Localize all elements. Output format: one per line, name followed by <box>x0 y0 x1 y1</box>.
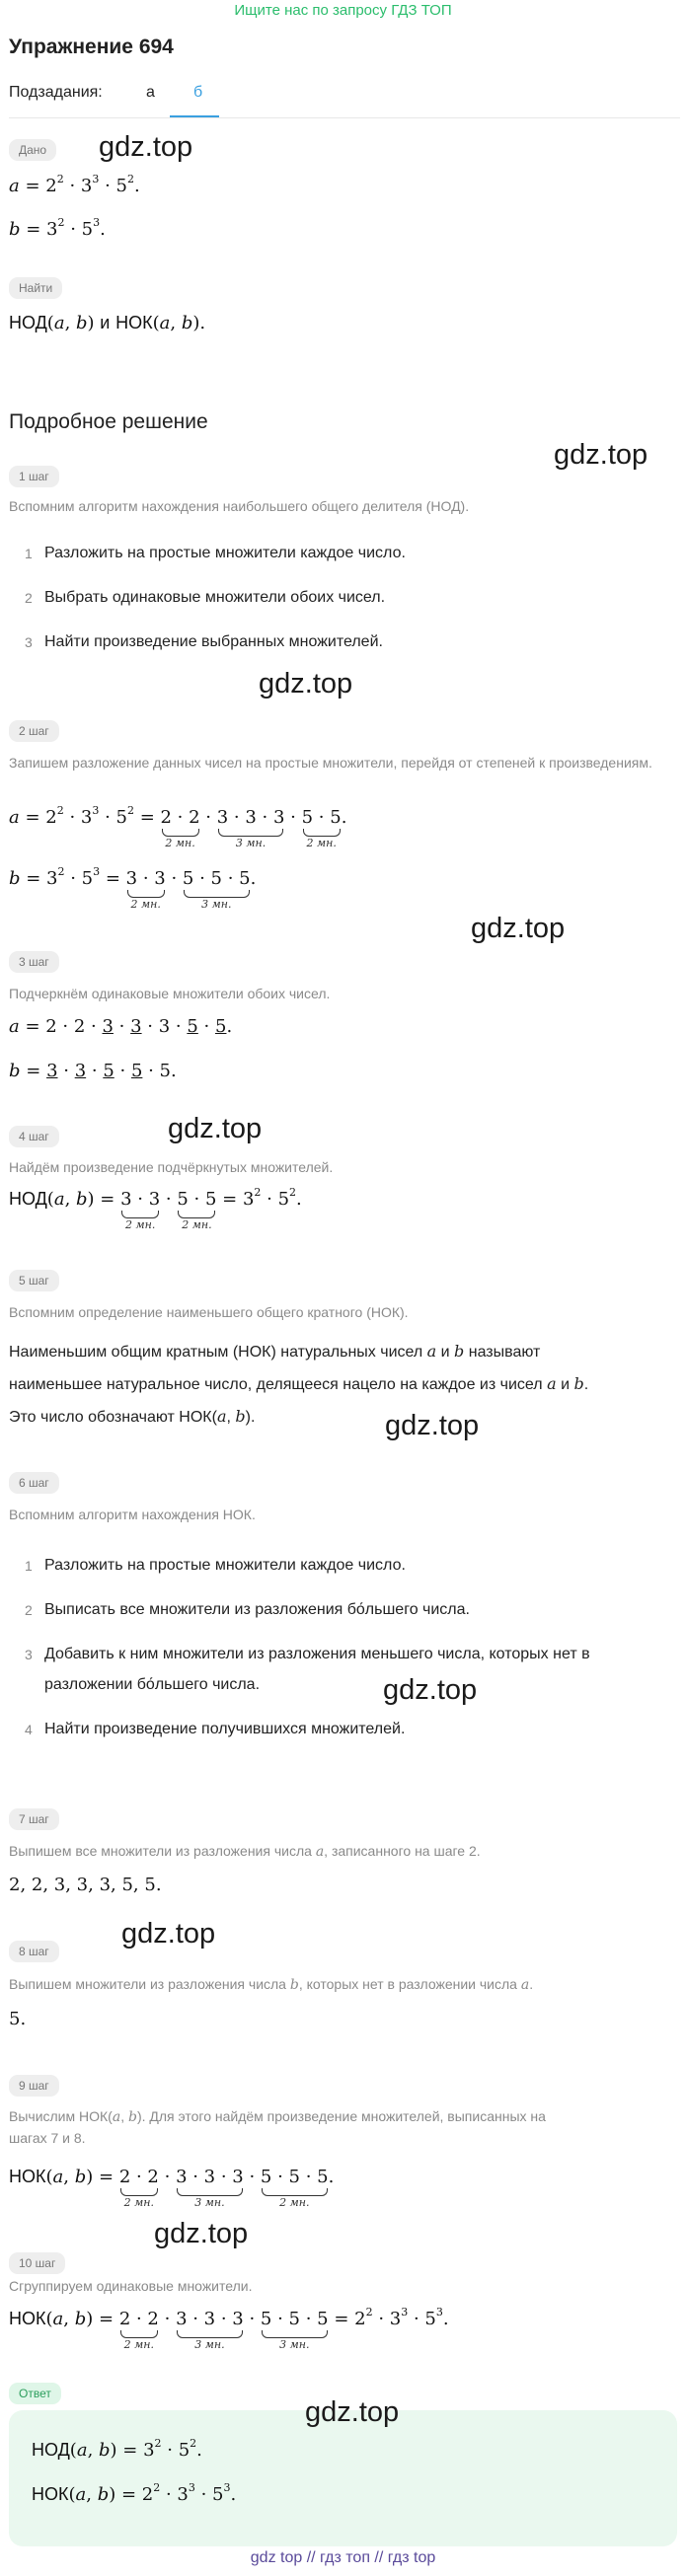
list-item: Найти произведение выбранных множителей. <box>44 633 383 650</box>
step-9-text: Вычислим НОК(a, b). Для этого найдём произведение множителей, выписанных на шагах 7 и 8. <box>9 2108 546 2146</box>
top-search-link[interactable]: Ищите нас по запросу ГДЗ ТОП <box>234 2 452 19</box>
watermark: gdz.top <box>305 2396 400 2428</box>
given-chip: Дано <box>9 139 56 161</box>
step-8-result: 5. <box>9 2009 27 2029</box>
step-6-chip: 6 шаг <box>9 1472 59 1494</box>
subtasks-label: Подзадания: <box>9 84 103 101</box>
list-item: Выбрать одинаковые множители обоих чисел. <box>44 589 386 606</box>
find-chip: Найти <box>9 277 62 299</box>
nok-definition-line-1: Наименьшим общим кратным (НОК) натуральных чисел a и b называют <box>9 1342 541 1361</box>
watermark: gdz.top <box>121 1918 216 1950</box>
list-number: 3 <box>25 634 33 650</box>
step-3-text: Подчеркнём одинаковые множители обоих чисел. <box>9 986 331 1001</box>
step-4-result: НОД(a, b) = 3 · 3 2 мн. · 5 · 5 2 мн. = $3^2 \cdot 5^2$. <box>9 1186 302 1231</box>
given-a: $a = 2^2 \cdot 3^3 \cdot 5^2$. <box>9 173 140 196</box>
nok-definition-line-3: Это число обозначают НОК(a, b). <box>9 1407 256 1426</box>
list-item: Разложить на простые множители каждое число. <box>44 545 406 561</box>
footer-links[interactable]: gdz top // гдз топ // гдз top <box>250 2549 436 2566</box>
list-item: Добавить к ним множители из разложения меньшего числа, которых нет в <box>44 1646 590 1662</box>
list-item: Выписать все множители из разложения бо́льшего числа. <box>44 1601 470 1618</box>
step-7-text: Выпишем все множители из разложения числа a, записанного на шаге 2. <box>9 1843 481 1860</box>
list-number: 4 <box>25 1722 33 1737</box>
step-4-text: Найдём произведение подчёркнутых множителей. <box>9 1159 334 1175</box>
step-3-chip: 3 шаг <box>9 951 59 973</box>
step-3-b: b = 3 · 3 · 5 · 5 · 5. <box>9 1061 177 1081</box>
step-3-a: a = 2 · 2 · 3 · 3 · 3 · 5 · 5. <box>9 1016 233 1037</box>
step-10-chip: 10 шаг <box>9 2252 65 2274</box>
watermark: gdz.top <box>168 1113 263 1144</box>
step-2-text: Запишем разложение данных чисел на простые множители, перейдя от степеней к произведениям. <box>9 755 652 771</box>
answer-chip: Ответ <box>9 2383 61 2404</box>
watermark: gdz.top <box>383 1674 478 1706</box>
list-number: 2 <box>25 1602 33 1618</box>
watermark: gdz.top <box>154 2218 249 2249</box>
step-5-text: Вспомним определение наименьшего общего кратного (НОК). <box>9 1304 409 1320</box>
step-2-b: $b = 3^2 \cdot 5^3 = 3 \cdot 3$ 2 мн. · 5 · 5 · 5 3 мн. . <box>9 865 257 911</box>
answer-box <box>9 2410 677 2546</box>
step-10-result: НОК(a, b) = 2 · 2 2 мн. · 3 · 3 · 3 3 мн. · 5 · 5 · 5 3 мн. = $2^2 \cdot 3^3 \cdot 5^3$. <box>9 2306 449 2351</box>
step-4-chip: 4 шаг <box>9 1126 59 1147</box>
divider <box>9 117 680 118</box>
step-1-chip: 1 шаг <box>9 466 59 487</box>
step-8-chip: 8 шаг <box>9 1941 59 1962</box>
step-1-text: Вспомним алгоритм нахождения наибольшего общего делителя (НОД). <box>9 498 470 514</box>
step-9-result: НОК(a, b) = 2 · 2 2 мн. · 3 · 3 · 3 3 мн. · 5 · 5 · 5 2 мн. . <box>9 2167 335 2209</box>
step-9-chip: 9 шаг <box>9 2075 59 2097</box>
watermark: gdz.top <box>99 131 193 163</box>
step-6-text: Вспомним алгоритм нахождения НОК. <box>9 1507 256 1522</box>
list-number: 3 <box>25 1647 33 1662</box>
watermark: gdz.top <box>259 668 353 699</box>
tab-a[interactable]: а <box>146 84 155 101</box>
step-2-a: $a = 2^2 \cdot 3^3 \cdot 5^2 = 2 \cdot 2$ 2 мн. · 3 · 3 · 3 3 мн. · 5 · 5 2 мн. . <box>9 804 347 849</box>
list-item: Найти произведение получившихся множителей. <box>44 1721 406 1737</box>
given-b: $b = 3^2 \cdot 5^3$. <box>9 216 106 240</box>
nok-definition-line-2: наименьшее натуральное число, делящееся нацело на каждое из чисел a и b. <box>9 1374 589 1393</box>
list-item: Разложить на простые множители каждое число. <box>44 1557 406 1574</box>
step-7-chip: 7 шаг <box>9 1808 59 1830</box>
list-item: разложении бо́льшего числа. <box>44 1676 261 1693</box>
tab-b[interactable]: б <box>193 84 203 101</box>
find-expression: НОД(a, b) и НОК(a, b). <box>9 313 206 333</box>
answer-nod: НОД(a, $b) = 3^2 \cdot 5^2$. <box>32 2437 202 2461</box>
step-2-chip: 2 шаг <box>9 720 59 742</box>
list-number: 1 <box>25 546 33 561</box>
answer-nok: НОК(a, $b) = 2^2 \cdot 3^3 \cdot 5^3$. <box>32 2481 237 2505</box>
watermark: gdz.top <box>385 1410 480 1441</box>
step-10-text: Сгруппируем одинаковые множители. <box>9 2278 253 2294</box>
watermark: gdz.top <box>554 439 648 471</box>
watermark: gdz.top <box>471 913 566 944</box>
page-title: Упражнение 694 <box>9 36 174 58</box>
list-number: 2 <box>25 590 33 606</box>
step-5-chip: 5 шаг <box>9 1270 59 1291</box>
step-7-result: 2, 2, 3, 3, 3, 5, 5. <box>9 1875 162 1895</box>
solution-title: Подробное решение <box>9 410 208 433</box>
step-8-text: Выпишем множители из разложения числа b, которых нет в разложении числа a. <box>9 1976 534 1993</box>
list-number: 1 <box>25 1558 33 1574</box>
